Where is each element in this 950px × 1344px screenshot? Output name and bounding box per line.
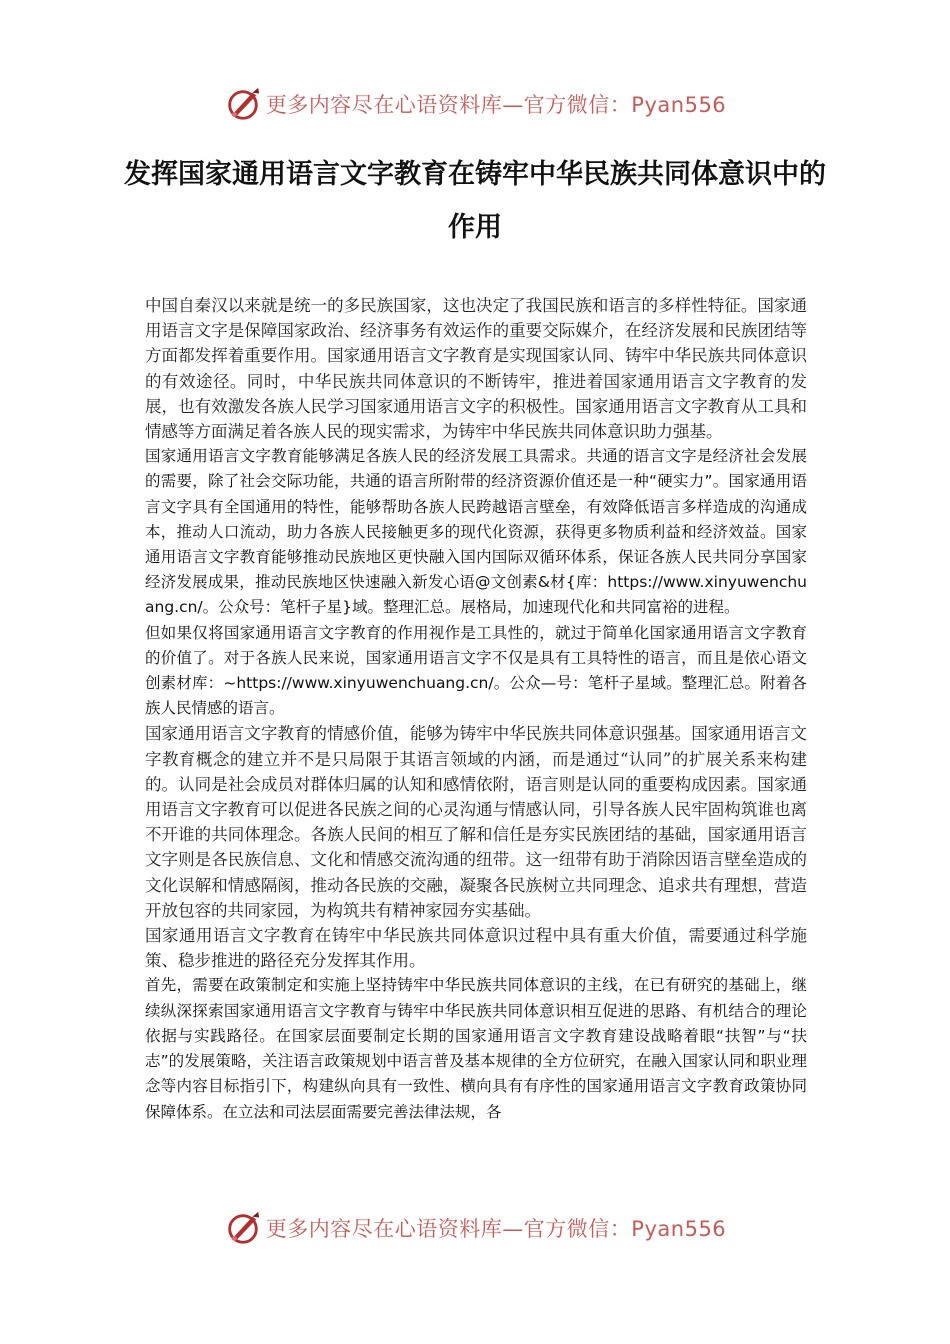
banner-text: 更多内容尽在心语资料库—官方微信：Pyan556 xyxy=(265,1217,727,1241)
article-body xyxy=(145,293,807,1125)
paragraph-emotional-value: 国家通用语言文字教育的情感价值，能够为铸牢中华民族共同体意识强基。国家通用语言文字教育概念的建立并不是只局限于其语言领域的内涵，而是通过“认同”的扩展关系来构建的。认同是社会成员对群体归属的认知和感情依附，语言则是认同的重要构成因素。国家通用语言文字教育可以促进各民族之间的心灵沟通与情感认同，引导各族人民牢固构筑谁也离不开谁的共同体理念。各族人民间的相互了解和信任是夯实民族团结的基础，国家通用语言文字则是各民族信息、文化和情感交流沟通的纽带。这一纽带有助于消除因语言壁垒造成的文化误解和情感隔阂，推动各民族的交融，凝聚各民族树立共同理念、追求共有理想，营造开放包容的共同家园，为构筑共有精神家园夯实基础。 xyxy=(145,724,807,920)
paragraph-policy: 首先，需要在政策制定和实施上坚持铸牢中华民族共同体意识的主线，在已有研究的基础上，继续纵深探索国家通用语言文字教育与铸牢中华民族共同体意识相互促进的思路、有机结合的理论依据与实践路径。在国家层面要制定长期的国家通用语言文字教育建设战略着眼“扶智”与“扶志”的发展策略，关注语言政策规划中语言普及基本规律的全方位研究，在融入国家认同和职业理念等内容目标指引下，构建纵向具有一致性、横向具有有序性的国家通用语言文字教育政策协同保障体系。在立法和司法层面需要完善法律法规，各 xyxy=(145,976,807,1121)
paragraph-tool-value: 但如果仅将国家通用语言文字教育的作用视作是工具性的，就过于简单化国家通用语言文字教育的价值了。对于各族人民来说，国家通用语言文字不仅是具有工具特性的语言，而且是依心语文创素材库：~https://www.xinyuwenchuang.cn/。公众—号：笔杆子星域。整理汇总。附着各族人民情感的语言。 xyxy=(145,623,807,718)
header-banner xyxy=(0,84,950,124)
page-title: 发挥国家通用语言文字教育在铸牢中华民族共同体意识中的作用 xyxy=(124,159,826,243)
paragraph-intro: 中国自秦汉以来就是统一的多民族国家，这也决定了我国民族和语言的多样性特征。国家通用语言文字是保障国家政治、经济事务有效运作的重要交际媒介，在经济发展和民族团结等方面都发挥着重要作用。国家通用语言文字教育是实现国家认同、铸牢中华民族共同体意识的有效途径。同时，中华民族共同体意识的不断铸牢，推进着国家通用语言文字教育的发展，也有效激发各族人民学习国家通用语言文字的积极性。国家通用语言文字教育从工具和情感等方面满足着各族人民的现实需求，为铸牢中华民族共同体意识助力强基。 xyxy=(145,296,807,442)
paragraph-economic: 国家通用语言文字教育能够满足各族人民的经济发展工具需求。共通的语言文字是经济社会发展的需要，除了社会交际功能，共通的语言所附带的经济资源价值还是一种“硬实力”。国家通用语言文字具有全国通用的特性，能够帮助各族人民跨越语言壁垒，有效降低语言多样造成的沟通成本，推动人口流动，助力各族人民接触更多的现代化资源，获得更多物质利益和经济效益。国家通用语言文字教育能够推动民族地区更快融入国内国际双循环体系，保证各族人民共同分享国家经济发展成果，推动民族地区快速融入新发心语@文创素&材{库：https://www.xinyuwenchuang.cn/。公众号：笔杆子星}域。整理汇总。展格局，加速现代化和共同富裕的进程。 xyxy=(145,447,807,617)
brush-logo-icon xyxy=(224,1209,262,1247)
footer-banner xyxy=(0,1208,950,1248)
paragraph-transition: 国家通用语言文字教育在铸牢中华民族共同体意识过程中具有重大价值，需要通过科学施策、稳步推进的路径充分发挥其作用。 xyxy=(145,926,807,971)
banner-text: 更多内容尽在心语资料库—官方微信：Pyan556 xyxy=(265,93,727,117)
brush-logo-icon xyxy=(224,85,262,123)
